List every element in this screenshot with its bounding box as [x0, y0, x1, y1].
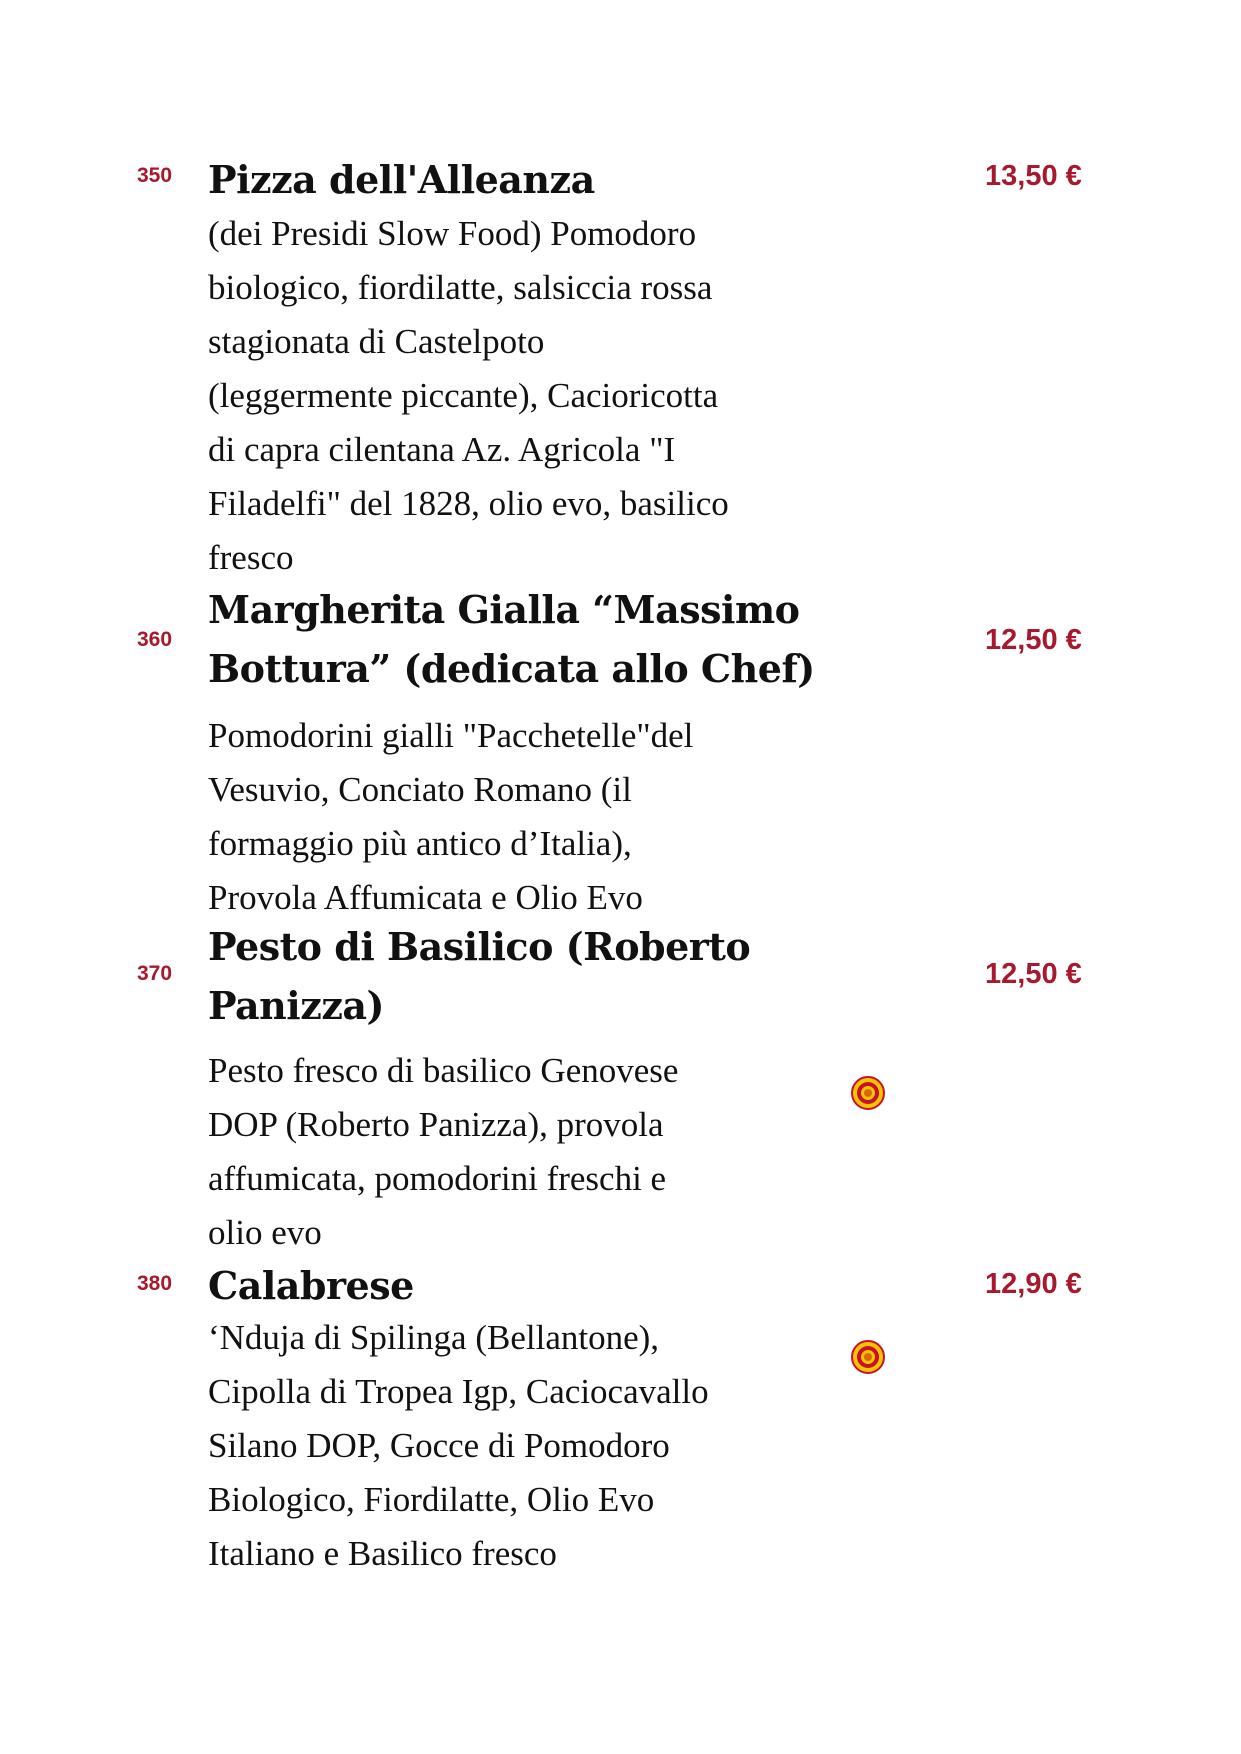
item-price: 12,90 € — [985, 1268, 1082, 1300]
description-line: fresco — [208, 538, 294, 577]
description-line: Silano DOP, Gocce di Pomodoro — [208, 1426, 670, 1465]
dop-seal-icon — [851, 1340, 885, 1374]
item-title-line: Margherita Gialla “Massimo — [208, 587, 800, 632]
description-line: Pesto fresco di basilico Genovese — [208, 1051, 679, 1090]
description-line: biologico, fiordilatte, salsiccia rossa — [208, 268, 713, 307]
description-line: DOP (Roberto Panizza), provola — [208, 1105, 664, 1144]
item-description — [208, 709, 848, 925]
description-line: (leggermente piccante), Cacioricotta — [208, 376, 719, 415]
item-title-line: Pizza dell'Alleanza — [208, 157, 595, 202]
item-title — [208, 580, 848, 698]
item-description — [208, 1311, 848, 1581]
description-line: formaggio più antico d’Italia), — [208, 824, 632, 863]
item-title-line: Pesto di Basilico (Roberto — [208, 924, 751, 969]
description-line: Biologico, Fiordilatte, Olio Evo — [208, 1480, 655, 1519]
description-line: stagionata di Castelpoto — [208, 322, 545, 361]
item-price: 13,50 € — [985, 160, 1082, 192]
item-number: 380 — [137, 1272, 173, 1295]
description-line: Vesuvio, Conciato Romano (il — [208, 770, 632, 809]
description-line: ‘Nduja di Spilinga (Bellantone), — [208, 1318, 660, 1357]
item-number: 360 — [137, 628, 173, 651]
item-title — [208, 917, 848, 1035]
description-line: Pomodorini gialli "Pacchetelle"del — [208, 716, 694, 755]
description-line: affumicata, pomodorini freschi e — [208, 1159, 667, 1198]
dop-seal-icon — [851, 1076, 885, 1110]
item-number: 350 — [137, 164, 173, 187]
description-line: olio evo — [208, 1213, 322, 1252]
item-price: 12,50 € — [985, 958, 1082, 990]
description-line: Filadelfi" del 1828, olio evo, basilico — [208, 484, 729, 523]
item-title-line: Bottura” (dedicata allo Chef) — [208, 646, 815, 691]
item-description — [208, 1044, 848, 1260]
item-price: 12,50 € — [985, 624, 1082, 656]
description-line: Cipolla di Tropea Igp, Caciocavallo — [208, 1372, 709, 1411]
item-description — [208, 207, 848, 585]
item-title-line: Calabrese — [208, 1263, 414, 1308]
description-line: di capra cilentana Az. Agricola "I — [208, 430, 676, 469]
item-number: 370 — [137, 962, 173, 985]
item-title — [208, 150, 848, 209]
item-title — [208, 1256, 848, 1315]
description-line: Provola Affumicata e Olio Evo — [208, 878, 643, 917]
description-line: (dei Presidi Slow Food) Pomodoro — [208, 214, 697, 253]
item-title-line: Panizza) — [208, 983, 384, 1028]
description-line: Italiano e Basilico fresco — [208, 1534, 557, 1573]
